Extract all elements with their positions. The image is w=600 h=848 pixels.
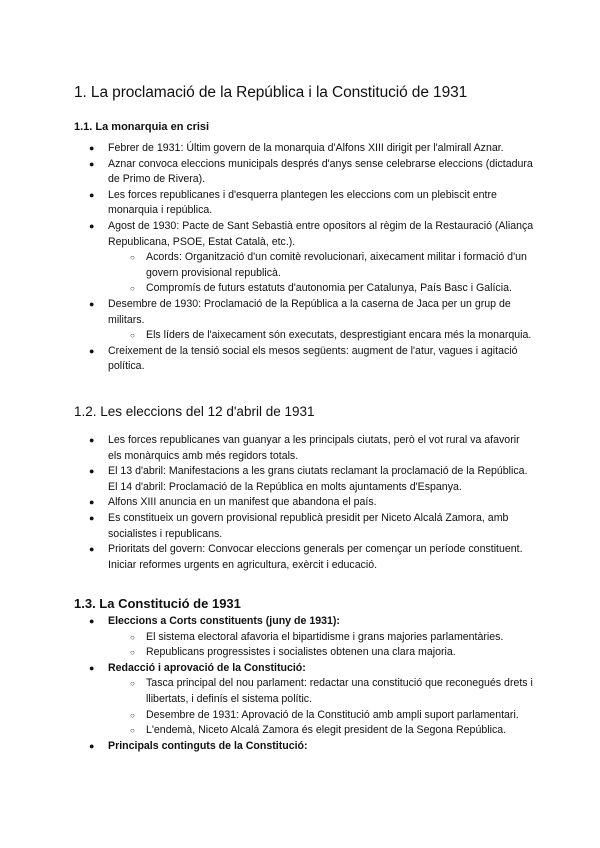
section-heading-1-2: 1.2. Les eleccions del 12 d'abril de 1931 — [74, 404, 315, 419]
bullet-icon: ● — [89, 662, 95, 673]
bullet-icon: ● — [89, 298, 95, 309]
bullet-icon: ● — [89, 740, 95, 751]
sub-bullet-icon: ○ — [130, 284, 135, 294]
sub-bullet-icon: ○ — [130, 253, 135, 263]
sub-bullet-icon: ○ — [130, 331, 135, 341]
sub-bullet-icon: ○ — [130, 648, 135, 658]
list-item: ● Creixement de la tensió social els mesos següents: augment de l'atur, vagues i agitació política. — [89, 344, 518, 373]
bullet-icon: ● — [89, 616, 95, 626]
bullet-icon: ● — [89, 158, 95, 169]
list-item: ● Alfons XIII anuncia en un manifest que abandona el país. — [74, 495, 534, 511]
sub-bullet-icon: ○ — [130, 632, 135, 642]
list-section-1-2 — [74, 433, 534, 573]
list-item: ● Les forces republicanes van guanyar a les principals ciutats, però el vot rural va afavorir els monàrquics amb més regidors totals. — [89, 434, 520, 462]
list-item: ● Redacció i aprovació de la Constitució: — [74, 661, 534, 677]
page-title: 1. La proclamació de la República i la Constitució de 1931 — [74, 84, 468, 101]
list-section-1-1 — [74, 141, 534, 375]
list-item: ● Les forces republicanes i d'esquerra plantegen les eleccions com un plebiscit entre monarquia i república. — [89, 188, 497, 217]
bullet-icon: ● — [89, 512, 95, 523]
bullet-icon: ● — [89, 544, 95, 555]
list-item: ● Eleccions a Corts constituents (juny de 1931): — [74, 614, 534, 630]
bullet-icon: ● — [89, 189, 95, 200]
list-item: ○ L'endemà, Niceto Alcalá Zamora és elegit president de la Segona República. — [74, 723, 534, 739]
list-item: ○ Desembre de 1931: Aprovació de la Constitució amb ampli suport parlamentari. — [74, 708, 534, 724]
list-item: ● Febrer de 1931: Últim govern de la monarquia d'Alfons XIII dirigit per l'almirall Aznar. — [74, 141, 534, 157]
bullet-icon: ● — [89, 345, 95, 356]
list-item: ● Principals continguts de la Constitució: — [74, 739, 534, 755]
list-item: ○ El sistema electoral afavoria el bipartidisme i grans majories parlamentàries. — [74, 630, 534, 646]
list-item: ● Aznar convoca eleccions municipals després d'anys sense celebrarse eleccions (dictadura de Primo de Rivera). — [89, 157, 533, 186]
bullet-icon: ● — [89, 466, 95, 477]
list-section-1-3 — [74, 614, 534, 754]
list-item: ● Prioritats del govern: Convocar eleccions generals per començar un període constituent. Iniciar reformes urgents en agricultura, exèrcit i educació. — [89, 543, 523, 571]
list-item: ○ Els líders de l'aixecament són executats, desprestigiant encara més la monarquia. — [74, 328, 534, 344]
bullet-icon: ● — [89, 435, 95, 445]
list-item: ● Desembre de 1930: Proclamació de la República a la caserna de Jaca per un grup de militars. — [89, 297, 511, 326]
list-item: ○ Acords: Organització d'un comitè revolucionari, aixecament militar i formació d'un govern provisional republicà. — [130, 251, 527, 279]
list-item: ○ Republicans progressistes i socialistes obtenen una clara majoria. — [74, 645, 534, 661]
bullet-icon: ● — [89, 143, 95, 153]
list-item: ● El 13 d'abril: Manifestacions a les grans ciutats reclamant la proclamació de la República. El 14 d'abril: Proclamació de la República en molts ajuntaments d'Espanya. — [89, 465, 528, 493]
sub-bullet-icon: ○ — [130, 710, 135, 720]
list-item: ● Es constitueix un govern provisional republicà presidit per Niceto Alcalá Zamora, amb socialistes i republicans. — [89, 511, 509, 540]
sub-bullet-icon: ○ — [130, 726, 135, 736]
sub-bullet-icon: ○ — [130, 679, 135, 689]
bullet-icon: ● — [89, 497, 95, 508]
section-heading-1-3: 1.3. La Constitució de 1931 — [74, 596, 241, 611]
bullet-icon: ● — [89, 220, 95, 231]
list-item: ○ Compromís de futurs estatuts d'autonomia per Catalunya, País Basc i Galícia. — [74, 281, 534, 297]
section-heading-1-1: 1.1. La monarquia en crisi — [74, 121, 210, 133]
list-item: ● Agost de 1930: Pacte de Sant Sebastià entre opositors al règim de la Restauració (Aliança Republicana, PSOE, Estat Català, etc.). — [89, 219, 534, 248]
list-item: ○ Tasca principal del nou parlament: redactar una constitució que reconegués drets i llibertats, i definís el sistema polític. — [130, 677, 533, 705]
